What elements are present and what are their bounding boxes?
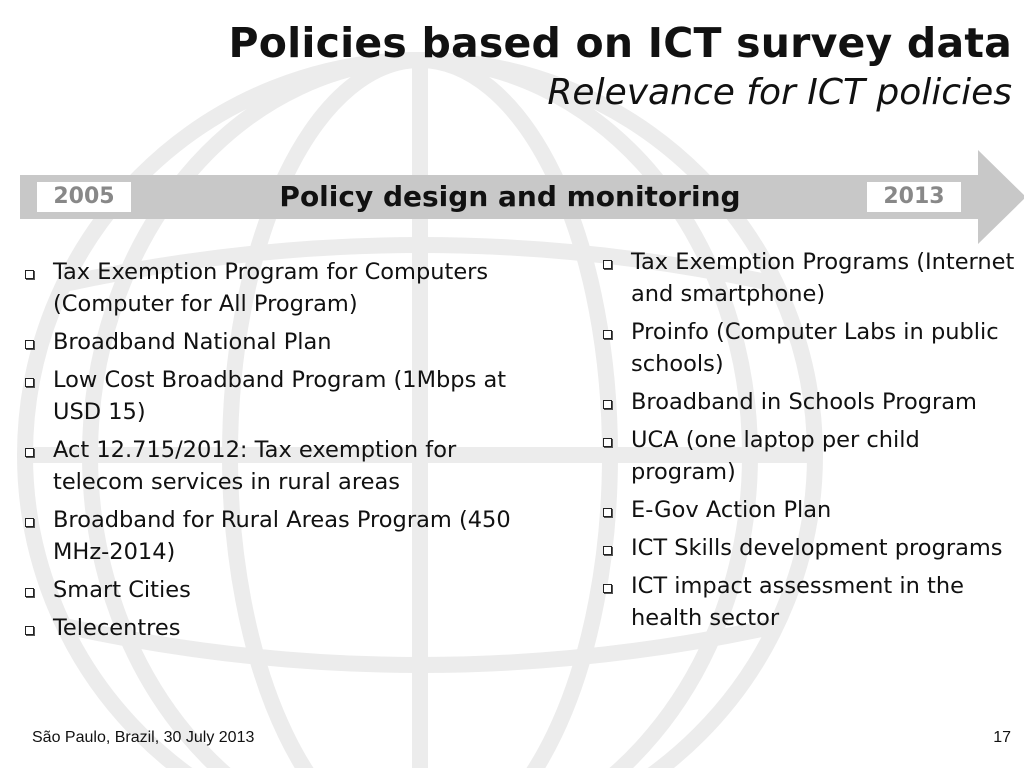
list-item [600,424,1015,488]
list-item-text: E-Gov Action Plan [631,497,832,523]
hollow-square-bullet-icon [603,546,612,555]
list-item-text: Smart Cities [53,577,191,603]
list-item [600,494,1015,526]
hollow-square-bullet-icon [603,330,612,339]
hollow-square-bullet-icon [603,400,612,409]
list-item [22,326,552,358]
list-item-text: Broadband in Schools Program [631,389,977,415]
list-item-text: Telecentres [53,615,181,641]
list-item-text: UCA (one laptop per child program) [631,427,920,485]
list-item-text: Proinfo (Computer Labs in public schools) [631,319,999,377]
list-item [22,504,552,568]
list-item-text: Broadband for Rural Areas Program (450 MHz-2014) [53,507,511,565]
list-item [22,574,552,606]
list-item [600,316,1015,380]
hollow-square-bullet-icon [603,260,612,269]
timeline-end-year: 2013 [867,182,961,212]
list-item [600,532,1015,564]
list-item [22,434,552,498]
hollow-square-bullet-icon [25,518,34,527]
list-item-text: Act 12.715/2012: Tax exemption for telecom services in rural areas [53,437,457,495]
hollow-square-bullet-icon [603,584,612,593]
timeline-label: Policy design and monitoring [279,180,741,213]
list-item [600,386,1015,418]
list-item-text: ICT impact assessment in the health sector [631,573,964,631]
hollow-square-bullet-icon [25,626,34,635]
list-item [600,246,1015,310]
footer-location-date: São Paulo, Brazil, 30 July 2013 [32,729,255,746]
list-item [600,570,1015,634]
hollow-square-bullet-icon [25,588,34,597]
list-item-text: Tax Exemption Programs (Internet and smartphone) [631,249,1015,307]
list-item-text: Tax Exemption Program for Computers (Computer for All Program) [53,259,489,317]
list-item-text: ICT Skills development programs [631,535,1003,561]
hollow-square-bullet-icon [603,508,612,517]
slide-title: Policies based on ICT survey data [228,19,1012,67]
hollow-square-bullet-icon [25,448,34,457]
right-policy-list [600,246,1015,640]
hollow-square-bullet-icon [603,438,612,447]
hollow-square-bullet-icon [25,378,34,387]
timeline-start-year: 2005 [37,182,131,212]
list-item-text: Low Cost Broadband Program (1Mbps at USD 15) [53,367,507,425]
list-item [22,256,552,320]
page-number: 17 [993,729,1011,746]
list-item [22,612,552,644]
hollow-square-bullet-icon [25,270,34,279]
hollow-square-bullet-icon [25,340,34,349]
list-item [22,364,552,428]
list-item-text: Broadband National Plan [53,329,332,355]
slide-subtitle: Relevance for ICT policies [547,72,1012,113]
left-policy-list [22,256,552,650]
